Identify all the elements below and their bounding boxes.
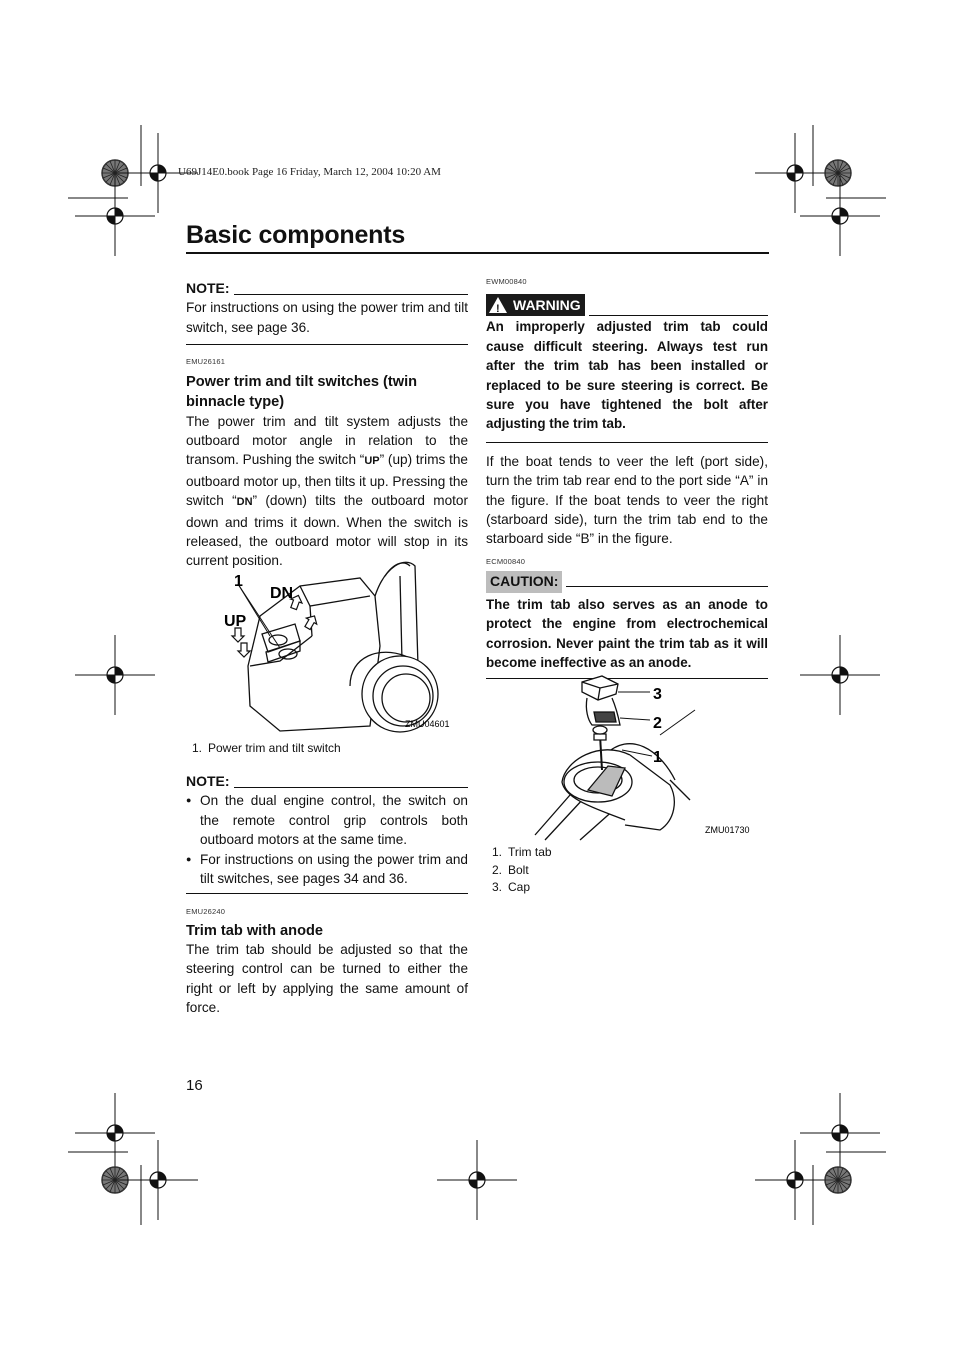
warning-heading [486, 294, 768, 316]
caution-badge: CAUTION: [486, 571, 562, 592]
warning-badge: ! WARNING [486, 294, 585, 316]
print-header: U69J14E0.book Page 16 Friday, March 12, 2004 10:20 AM [178, 166, 441, 178]
body-text: If the boat tends to veer the left (port side), turn the trim tab rear end to the port side “A” in the figure. If the boat tends to veer the right (starboard side), turn the trim tab end to the starboard side “B” in the figure. [486, 453, 768, 547]
figure-trim-tab [530, 670, 765, 845]
figure-label-dn: DN [270, 585, 294, 602]
figure-label-1: 1 [653, 749, 662, 766]
note-text: For instructions on using the power trim and tilt switch, see page 36. [186, 300, 468, 335]
section-body: The trim tab should be adjusted so that the steering control can be turned to either the right or left by applying the same amount of force. [186, 941, 468, 1016]
figure-label-1: 1 [234, 573, 243, 590]
figure-captions [492, 844, 552, 897]
section-title: Trim tab with anode [186, 922, 324, 939]
figure-code: ZMU01730 [705, 825, 750, 835]
figure-code: ZMU04601 [405, 719, 450, 729]
right-column [486, 272, 768, 679]
figure-label-3: 3 [653, 686, 662, 703]
left-column-lower [186, 772, 468, 1017]
section-title: Power trim and tilt switches (twin binnacle type) [186, 373, 418, 410]
dn-symbol: DN [236, 496, 253, 509]
figure-label-up: UP [224, 613, 247, 630]
warning-text: An improperly adjusted trim tab could cause difficult steering. Always test run after the trim tab has been installed or replaced to be sure steering is correct. Be sure you have tightened the bolt after adjusting the trim tab. [486, 319, 768, 432]
section-body: The power trim and tilt system adjusts the outboard motor angle in relation to the transom. Pushing the switch “UP” (up) trims the outboard motor up, then tilts it up. Pressing the switch “DN” (down) tilts the outboard motor down and trims it down. When the switch is released, the outboard motor will stop in its current position. [186, 413, 468, 569]
warning-divider [486, 442, 768, 443]
warning-icon: ! [489, 297, 507, 313]
note-divider [186, 893, 468, 894]
caption-item: 3. Cap [492, 880, 531, 894]
list-item: ● For instructions on using the power trim and tilt switches, see pages 34 and 36. [186, 850, 468, 889]
note-heading: NOTE: [186, 772, 468, 791]
warning-code: EWM00840 [486, 277, 527, 286]
section-code: EMU26240 [186, 907, 226, 917]
note-bullets [186, 791, 468, 888]
note-divider [186, 344, 468, 345]
figure-trim-switch [220, 556, 460, 736]
caution-code: ECM00840 [486, 556, 526, 566]
left-column [186, 279, 468, 571]
up-symbol: UP [364, 455, 380, 468]
section-code: EMU26161 [186, 357, 226, 367]
page-number: 16 [186, 1077, 203, 1094]
figure-label-2: 2 [653, 715, 662, 732]
caption-item: 2. Bolt [492, 862, 529, 877]
title-divider [186, 252, 769, 254]
page-title: Basic components [186, 221, 406, 249]
list-item: ● On the dual engine control, the switch on the remote control grip controls both outboard motors at the same time. [186, 791, 468, 849]
caution-text: The trim tab also serves as an anode to protect the engine from electrochemical corrosion. Never paint the trim tab as it will become ineffective as an anode. [486, 596, 768, 670]
note-heading: NOTE: [186, 279, 468, 298]
caption-item: 1. Trim tab [492, 845, 552, 859]
caution-heading [486, 571, 768, 592]
figure-caption: 1. Power trim and tilt switch [192, 741, 341, 755]
